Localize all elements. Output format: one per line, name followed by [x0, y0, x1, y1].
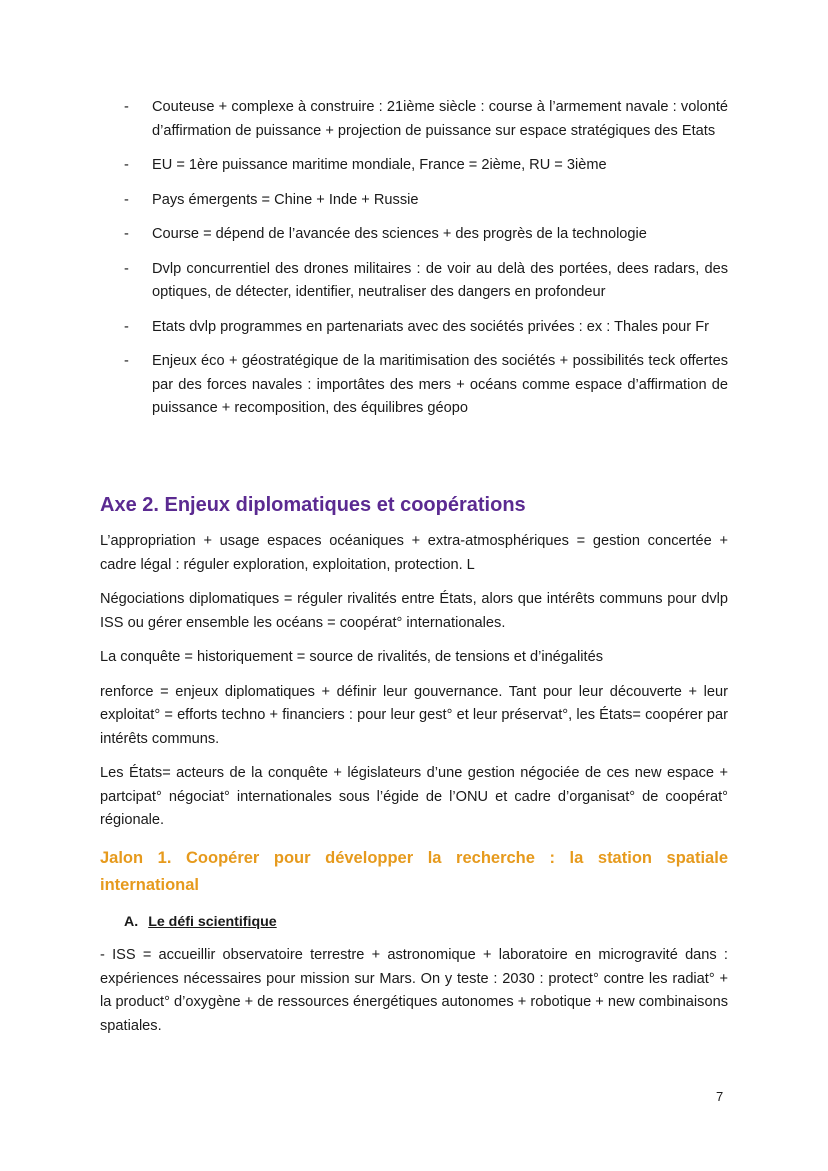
paragraph: L’appropriation + usage espaces océaniques + extra-atmosphériques = gestion concertée + cadre légal : réguler exploration, exploitation, protection. L — [100, 533, 728, 573]
paragraph: Les États= acteurs de la conquête + législateurs d’une gestion négociée de ces new espace + partcipat° négociat° internationales sous l’égide de l’ONU et cadre d’organisat° de coopérat° régionale. — [100, 765, 728, 828]
bullet-dash: - — [124, 260, 129, 277]
list-item — [100, 154, 728, 178]
final-paragraph-block — [100, 944, 728, 1049]
subsection-heading — [124, 911, 277, 935]
paragraph: renforce = enjeux diplomatiques + définir leur gouvernance. Tant pour leur découverte + leur exploitat° = efforts techno + financiers : pour leur gest° et leur préservat°, les États= coopérer par intérêts communs. — [100, 683, 728, 747]
bullet-dash: - — [124, 191, 129, 208]
body-paragraphs — [100, 530, 728, 844]
list-item — [100, 350, 728, 421]
subsection-title: Le défi scientifique — [148, 914, 277, 930]
bullet-dash: - — [124, 99, 129, 115]
page-number: 7 — [716, 1089, 724, 1104]
list-item — [100, 96, 728, 143]
bullet-text: Course = dépend de l’avancée des sciences + des progrès de la technologie — [152, 226, 647, 242]
bullet-list — [100, 96, 728, 432]
bullet-text: EU = 1ère puissance maritime mondiale, France = 2ième, RU = 3ième — [152, 157, 607, 173]
bullet-dash: - — [124, 226, 129, 242]
paragraph: La conquête = historiquement = source de rivalités, de tensions et d’inégalités — [100, 649, 603, 665]
bullet-text: Dvlp concurrentiel des drones militaires : de voir au delà des portées, dees radars, des optiques, de détecter, identifier, neutraliser des dangers en profondeur — [152, 260, 728, 300]
subsection-letter: A. — [124, 914, 139, 930]
bullet-dash: - — [124, 353, 129, 369]
bullet-text: Pays émergents = Chine + Inde + Russie — [152, 191, 419, 208]
list-item — [100, 189, 728, 213]
bullet-dash: - — [124, 157, 129, 173]
bullet-text: Etats dvlp programmes en partenariats avec des sociétés privées : ex : Thales pour Fr — [152, 318, 709, 335]
jalon-heading: Jalon 1. Coopérer pour développer la recherche : la station spatiale international — [100, 849, 728, 894]
list-item — [100, 258, 728, 305]
paragraph: Négociations diplomatiques = réguler rivalités entre États, alors que intérêts communs pour dvlp ISS ou gérer ensemble les océans = coopérat° internationales. — [100, 591, 728, 631]
axe-heading: Axe 2. Enjeux diplomatiques et coopérations — [100, 494, 526, 516]
bullet-text: Enjeux éco + géostratégique de la maritimisation des sociétés + possibilités teck offertes par des forces navales : importâtes des mers + océans comme espace d’affirmation de puissance + recomposition, des équilibres géopo — [152, 353, 728, 416]
bullet-dash: - — [124, 318, 129, 335]
bullet-text: Couteuse + complexe à construire : 21ième siècle : course à l’armement navale : volonté d’affirmation de puissance + projection de puissance sur espace stratégiques des Etats — [152, 99, 728, 139]
list-item — [100, 316, 728, 340]
paragraph: - ISS = accueillir observatoire terrestre + astronomique + laboratoire en microgravité dans : expériences nécessaires pour mission sur Mars. On y teste : 2030 : protect° contre les radiat° + la product° d’oxygène + de ressources énergétiques autonomes + robotique + new combinaisons spatiales. — [100, 947, 728, 1034]
list-item — [100, 223, 728, 247]
